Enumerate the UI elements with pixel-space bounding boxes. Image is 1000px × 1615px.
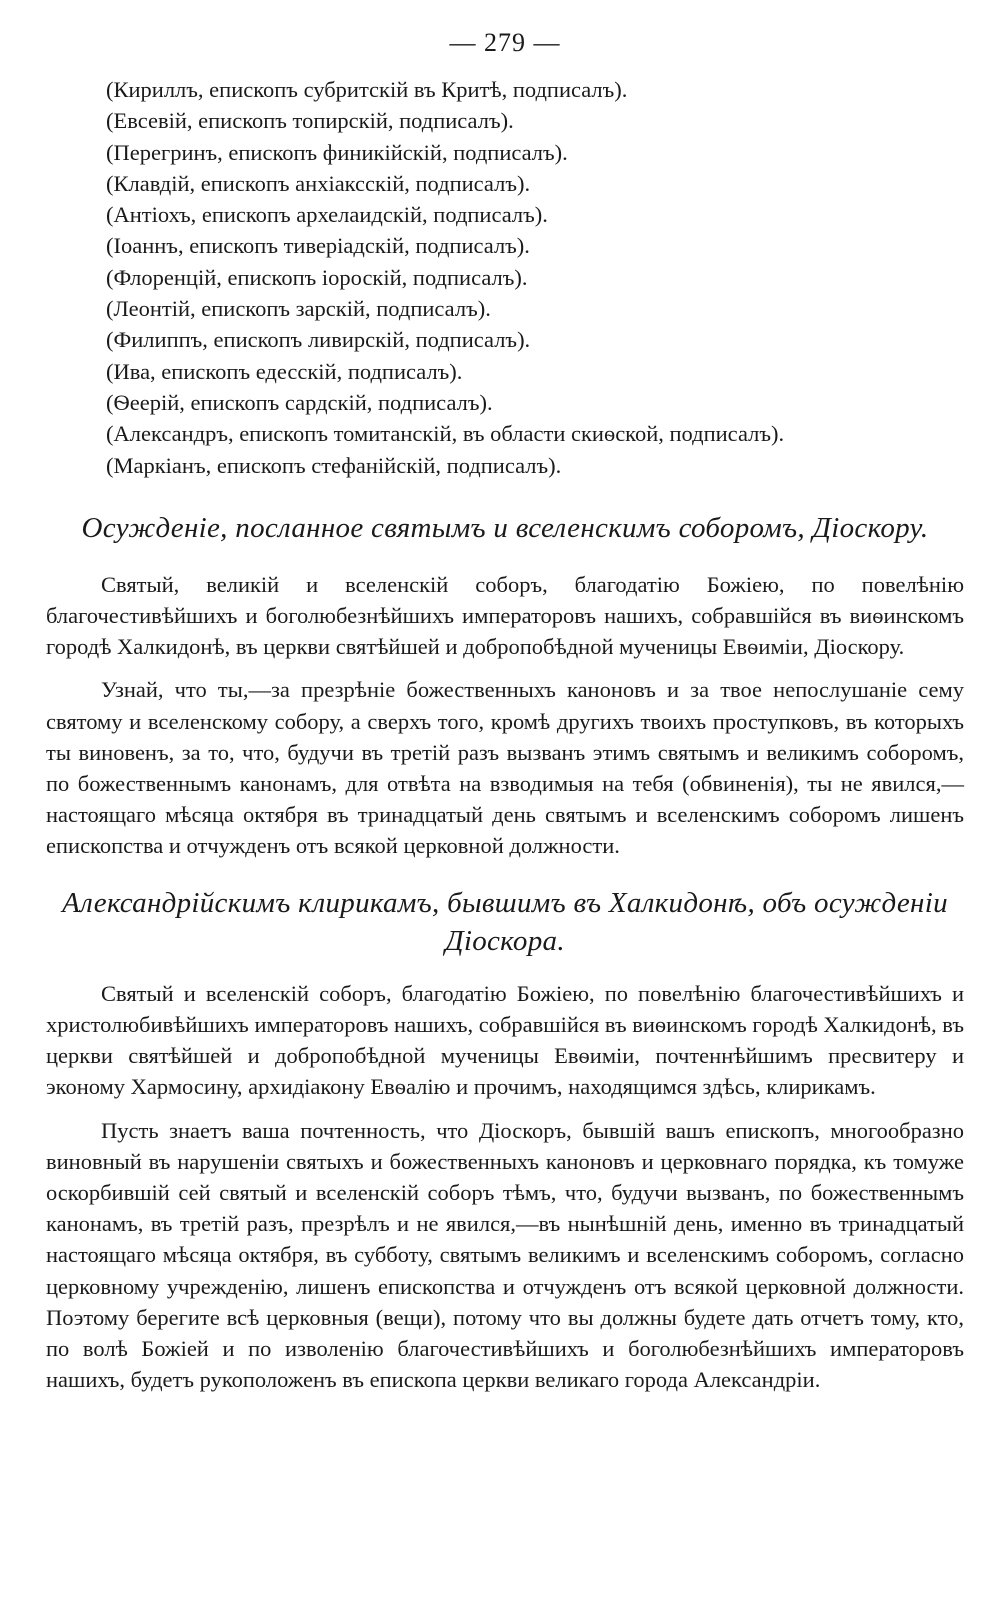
page-number: — 279 — <box>449 28 561 57</box>
signature-line: (Леонтій, епископъ зарскій, подписалъ). <box>106 296 491 322</box>
signature-line: (Клавдій, епископъ анхіаксскій, подписалъ). <box>106 170 531 196</box>
body-paragraph: Святый и вселенскій соборъ, благодатію Божіею, по повелѣнію благочестивѣйшихъ и христолюбивѣйшихъ императоровъ нашихъ, собравшійся въ виѳинскомъ городѣ Халкидонѣ, въ церкви святѣйшей и добропобѣдной мученицы Евѳиміи, почтеннѣйшимъ пресвитеру и эконому Хармосину, архидіакону Евѳалію и прочимъ, находящимся здѣсь, клирикамъ. <box>46 980 964 1100</box>
signature-line: (Маркіанъ, епископъ стефанійскій, подписалъ). <box>106 452 562 478</box>
signature-list <box>106 74 964 481</box>
body-paragraph: Пусть знаетъ ваша почтенность, что Діоскоръ, бывшій вашъ епископъ, многообразно виновный въ нарушеніи святыхъ и божественныхъ каноновъ и церковнаго порядка, къ томуже оскорбившій сей святый и вселенскій соборъ тѣмъ, что, будучи вызванъ, по божественнымъ канонамъ, въ третій разъ, презрѣлъ и не явился,—въ нынѣшній день, именно въ тринадцатый настоящаго мѣсяца октября, въ субботу, святымъ великимъ и вселенскимъ соборомъ, согласно церковному учрежденію, лишенъ епископства и отчужденъ отъ всякой церковной должности. Поэтому берегите всѣ церковныя (вещи), потому что вы должны будете дать отчетъ тому, кто, по волѣ Божіей и по изволенію благочестивѣйшихъ и боголюбезнѣйшихъ императоровъ нашихъ, будетъ рукоположенъ въ епископа церкви великаго города Александріи. <box>46 1117 964 1393</box>
signature-line: (Евсевій, епископъ топирскій, подписалъ). <box>106 108 514 134</box>
signature-line: (Флоренцій, епископъ іороскій, подписалъ). <box>106 264 528 290</box>
signature-line: (Александръ, епископъ томитанскій, въ области скиѳской, подписалъ). <box>106 421 785 447</box>
signature-line: (Антіохъ, епископъ архелаидскій, подписалъ). <box>106 202 548 228</box>
body-paragraph: Святый, великій и вселенскій соборъ, благодатію Божіею, по повелѣнію благочестивѣйшихъ и боголюбезнѣйшихъ императоровъ нашихъ, собравшійся въ виѳинскомъ городѣ Халкидонѣ, въ церкви святѣйшей и добропобѣдной мученицы Евѳиміи, Діоскору. <box>46 571 964 660</box>
signature-line: (Кириллъ, епископъ субритскій въ Критѣ, подписалъ). <box>106 77 628 102</box>
body-paragraph: Узнай, что ты,—за презрѣніе божественныхъ каноновъ и за твое непослушаніе сему святому и вселенскому собору, а сверхъ того, кромѣ другихъ твоихъ проступковъ, въ которыхъ ты виновенъ, за то, что, будучи въ третій разъ вызванъ этимъ святымъ и великимъ соборомъ, по божественнымъ канонамъ, для отвѣта на взводимыя на тебя (обвиненія), ты не явился,—настоящаго мѣсяца октября въ тринадцатый день святымъ и вселенскимъ соборомъ лишенъ епископства и отчужденъ отъ всякой церковной должности. <box>46 677 964 859</box>
signature-line: (Ѳеерій, епископъ сардскій, подписалъ). <box>106 389 493 415</box>
signature-line: (Филиппъ, епископъ ливирскій, подписалъ). <box>106 327 531 353</box>
section-heading-alexandrian-clerics: Александрійскимъ клирикамъ, бывшимъ въ Халкидонѣ, объ осужденіи Діоскора. <box>62 886 948 957</box>
signature-line: (Перегринъ, епископъ финикійскій, подписалъ). <box>106 139 568 165</box>
signature-line: (Іоаннъ, епископъ тиверіадскій, подписалъ). <box>106 233 530 259</box>
signature-line: (Ива, епископъ едесскій, подписалъ). <box>106 358 463 384</box>
section-heading-condemnation: Осужденіе, посланное святымъ и вселенскимъ соборомъ, Діоскору. <box>81 511 929 544</box>
